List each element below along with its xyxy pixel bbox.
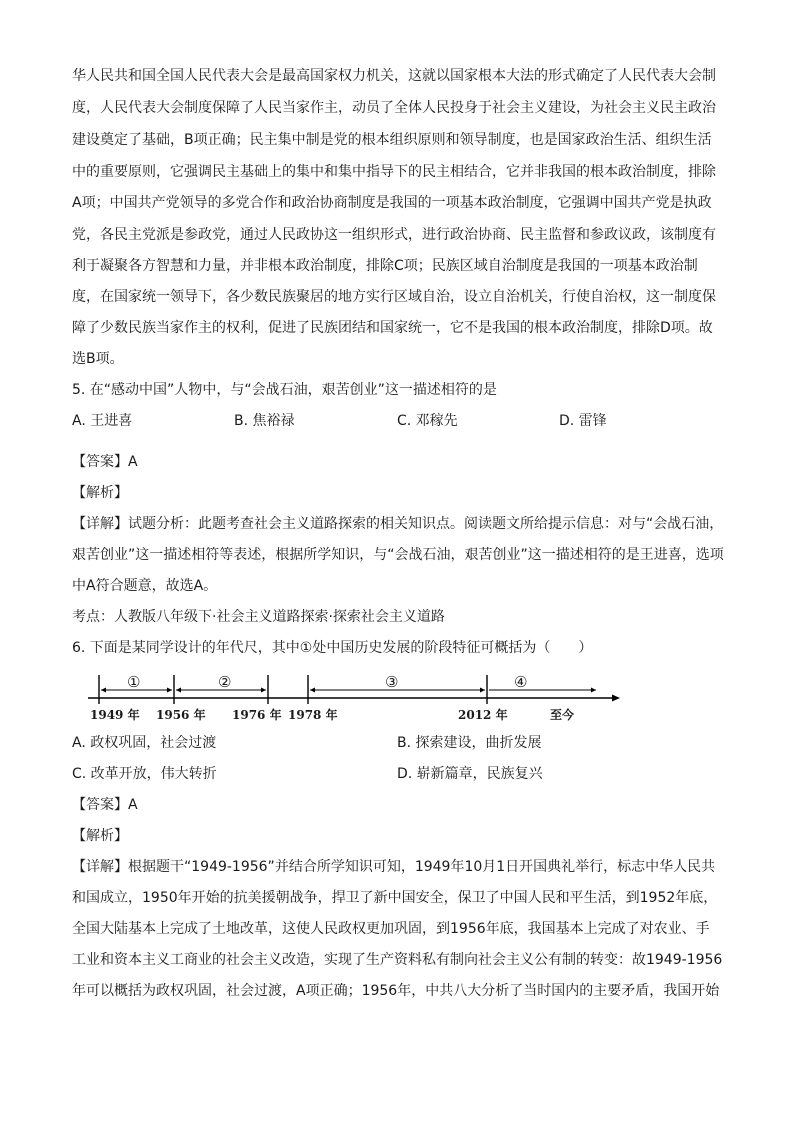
text-line: 度，在国家统一领导下，各少数民族聚居的地方实行区域自治，设立自治机关，行使自治权，这一制度保 — [72, 289, 716, 305]
option-b: B. 探索建设，曲折发展 — [397, 735, 542, 751]
detail-line: 年可以概括为政权巩固，社会过渡，A项正确；1956年，中共八大分析了当时国内的主要矛盾，我国开始 — [72, 983, 720, 999]
text-line: 党，各民主党派是参政党，通过人民政协这一组织形式，进行政治协商、民主监督和参政议政，该制度有 — [72, 227, 716, 243]
analysis-label: 【解析】 — [72, 828, 128, 844]
option-a: A. 政权巩固，社会过渡 — [72, 735, 217, 751]
analysis-label: 【解析】 — [72, 485, 128, 501]
text-line: 建设奠定了基础，B项正确；民主集中制是党的根本组织原则和领导制度，也是国家政治生活、组织生活 — [72, 132, 712, 148]
answer-label: 【答案】A — [72, 797, 138, 813]
kaodian-line: 考点：人教版八年级下·社会主义道路探索·探索社会主义道路 — [72, 609, 445, 625]
segment-label-1: ① — [127, 673, 141, 691]
text-line: 选B项。 — [72, 351, 124, 367]
text-line: 华人民共和国全国人民代表大会是最高国家权力机关，这就以国家根本大法的形式确定了人民代表大会制 — [72, 68, 716, 84]
year-label-1956: 1956 年 — [156, 708, 206, 722]
segment-label-2: ② — [218, 673, 232, 691]
option-b: B. 焦裕禄 — [234, 413, 295, 429]
detail-line: 全国大陆基本上完成了土地改革，这使人民政权更加巩固，到1956年底，我国基本上完成了对农业、手 — [72, 921, 710, 937]
year-label-present: 至今 — [550, 708, 575, 722]
option-d: D. 雷锋 — [559, 413, 607, 429]
answer-label: 【答案】A — [72, 454, 138, 470]
detail-line: 【详解】试题分析：此题考查社会主义道路探索的相关知识点。阅读题文所给提示信息：对与“会战石油， — [72, 516, 724, 532]
text-line: 中的重要原则，它强调民主基础上的集中和集中指导下的民主相结合，它并非我国的根本政治制度，排除 — [72, 164, 716, 180]
year-label-1976: 1976 年 — [232, 708, 282, 722]
detail-line: 【详解】根据题干“1949-1956”并结合所学知识可知，1949年10月1日开国典礼举行，标志中华人民共 — [72, 859, 716, 875]
text-line: 利于凝聚各方智慧和力量，并非根本政治制度，排除C项；民族区域自治制度是我国的一项基本政治制 — [72, 258, 698, 274]
detail-line: 和国成立，1950年开始的抗美援朝战争，捍卫了新中国安全，保卫了中国人民和平生活，到1952年底， — [72, 890, 718, 906]
detail-line: 艰苦创业”这一描述相符等表述，根据所学知识，与“会战石油，艰苦创业”这一描述相符的是王进喜，选项 — [72, 547, 724, 563]
year-label-1949: 1949 年 — [90, 708, 140, 722]
option-c: C. 改革开放，伟大转折 — [72, 766, 217, 782]
question-stem: 6. 下面是某同学设计的年代尺，其中①处中国历史发展的阶段特征可概括为（ ） — [72, 640, 593, 656]
option-a: A. 王进喜 — [72, 413, 133, 429]
option-c: C. 邓稼先 — [397, 413, 458, 429]
text-line: 障了少数民族当家作主的权利，促进了民族团结和国家统一，它不是我国的根本政治制度，排除D项。故 — [72, 320, 713, 336]
segment-label-4: ④ — [514, 673, 528, 691]
text-line: A项；中国共产党领导的多党合作和政治协商制度是我国的一项基本政治制度，它强调中国共产党是执政 — [72, 195, 712, 211]
year-label-1978: 1978 年 — [288, 708, 338, 722]
segment-label-3: ③ — [385, 673, 399, 691]
detail-line: 中A符合题意，故选A。 — [72, 578, 218, 594]
question-stem: 5. 在“感动中国”人物中，与“会战石油，艰苦创业”这一描述相符的是 — [72, 382, 497, 398]
text-line: 度，人民代表大会制度保障了人民当家作主，动员了全体人民投身于社会主义建设，为社会主义民主政治 — [72, 100, 716, 116]
year-label-2012: 2012 年 — [458, 708, 508, 722]
detail-line: 工业和资本主义工商业的社会主义改造，实现了生产资料私有制向社会主义公有制的转变：故1949-1956 — [72, 952, 723, 968]
option-d: D. 崭新篇章，民族复兴 — [397, 766, 543, 782]
